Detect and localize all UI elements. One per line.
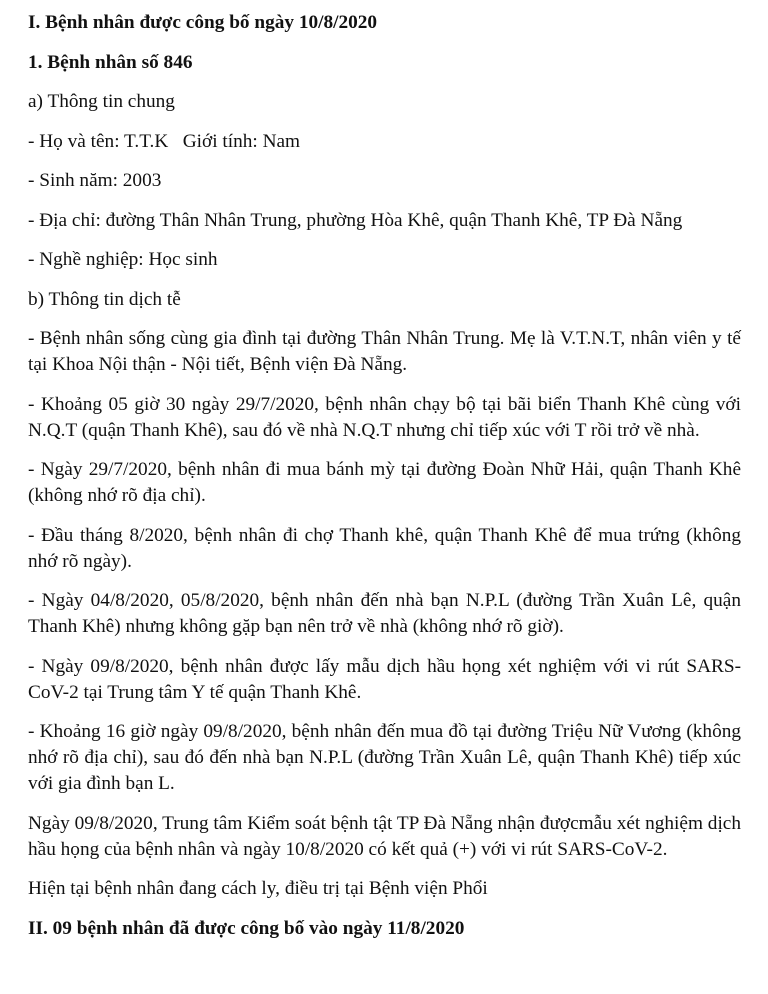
- patient-heading: 1. Bệnh nhân số 846: [28, 51, 193, 73]
- occupation-line: - Nghề nghiệp: Học sinh: [28, 249, 218, 270]
- epi-item: - Đầu tháng 8/2020, bệnh nhân đi chợ Thanh khê, quận Thanh Khê để mua trứng (không nhớ rõ ngày).: [28, 524, 741, 572]
- address-line: - Địa chỉ: đường Thân Nhân Trung, phường Hòa Khê, quận Thanh Khê, TP Đà Nẵng: [28, 209, 683, 231]
- epi-item: - Khoảng 05 giờ 30 ngày 29/7/2020, bệnh nhân chạy bộ tại bãi biển Thanh Khê cùng với N.Q.T (quận Thanh Khê), sau đó về nhà N.Q.T nhưng chỉ tiếp xúc với T rồi trở về nhà.: [28, 393, 741, 441]
- epi-item: - Ngày 09/8/2020, bệnh nhân được lấy mẫu dịch hầu họng xét nghiệm với vi rút SARS-CoV-2 tại Trung tâm Y tế quận Thanh Khê.: [28, 655, 741, 703]
- document-body: [28, 10, 741, 955]
- section-1-heading: I. Bệnh nhân được công bố ngày 10/8/2020: [28, 12, 378, 33]
- birth-year-line: - Sinh năm: 2003: [28, 170, 162, 191]
- current-status-line: Hiện tại bệnh nhân đang cách ly, điều trị tại Bệnh viện Phổi: [28, 878, 488, 899]
- epi-info-heading: b) Thông tin dịch tễ: [28, 288, 181, 310]
- test-result-paragraph: Ngày 09/8/2020, Trung tâm Kiểm soát bệnh tật TP Đà Nẵng nhận đượcmẫu xét nghiệm dịch hầu họng của bệnh nhân và ngày 10/8/2020 có kết quả (+) với vi rút SARS-CoV-2.: [28, 812, 741, 860]
- general-info-heading: a) Thông tin chung: [28, 91, 175, 112]
- name-gender-line: - Họ và tên: T.T.K Giới tính: Nam: [28, 130, 301, 152]
- epi-item: - Khoảng 16 giờ ngày 09/8/2020, bệnh nhân đến mua đồ tại đường Triệu Nữ Vương (không nhớ rõ địa chỉ), sau đó đến nhà bạn N.P.L (đường Trần Xuân Lê, quận Thanh Khê) tiếp xúc với gia đình bạn L.: [28, 721, 741, 794]
- epi-item: - Bệnh nhân sống cùng gia đình tại đường Thân Nhân Trung. Mẹ là V.T.N.T, nhân viên y tế tại Khoa Nội thận - Nội tiết, Bệnh viện Đà Nẵng.: [28, 328, 741, 375]
- epi-item: - Ngày 29/7/2020, bệnh nhân đi mua bánh mỳ tại đường Đoàn Nhữ Hải, quận Thanh Khê (không nhớ rõ địa chỉ).: [28, 459, 741, 506]
- section-2-heading: II. 09 bệnh nhân đã được công bố vào ngày 11/8/2020: [28, 917, 465, 939]
- epi-item: - Ngày 04/8/2020, 05/8/2020, bệnh nhân đến nhà bạn N.P.L (đường Trần Xuân Lê, quận Thanh Khê) nhưng không gặp bạn nên trở về nhà (không nhớ rõ giờ).: [28, 590, 741, 637]
